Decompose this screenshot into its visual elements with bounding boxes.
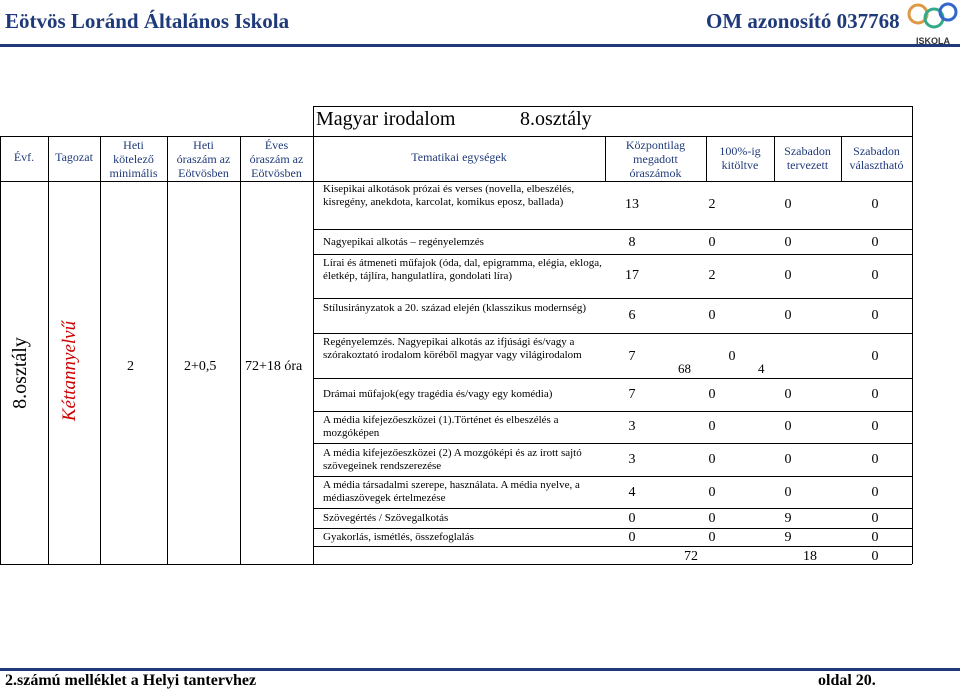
logo-text: ISKOLA: [915, 36, 951, 46]
value-cell: 0: [708, 308, 716, 323]
value-cell: 3: [628, 452, 636, 467]
topic-7: A média kifejezőeszközei (1).Történet és elbeszélés a mozgóképen: [323, 414, 559, 439]
topic-4: Stílusirányzatok a 20. század elején (klasszikus modernség): [323, 302, 587, 314]
header-kozponti: Központilag megadott óraszámok: [625, 138, 686, 180]
kozponti-total: 68: [678, 361, 691, 376]
value-cell: 0: [784, 452, 792, 467]
header-eves-eotvos: Éves óraszám az Eötvösben: [249, 138, 304, 180]
value-cell: 0: [871, 235, 879, 250]
value-cell: 3: [628, 419, 636, 434]
value-cell: 0: [871, 485, 879, 500]
topic-5: Regényelemzés. Nagyepikai alkotás az ifjúsági és/vagy a szórakoztató irodalom köréből magyar vagy világirodalom: [323, 336, 582, 361]
tervezett-total: 4: [758, 361, 765, 376]
value-cell: 0: [871, 308, 879, 323]
value-cell: 0: [871, 530, 879, 545]
header-heti-min: Heti kötelező minimális: [109, 138, 158, 180]
topic-10: Szövegértés / Szövegalkotás: [323, 512, 449, 524]
value-cell: 0: [871, 349, 879, 364]
value-cell: 0: [784, 197, 792, 212]
grade-title: 8.osztály: [520, 108, 592, 130]
value-cell: 0: [708, 387, 716, 402]
value-cell: 0: [871, 511, 879, 526]
eves-value: 72+18 óra: [245, 359, 303, 374]
value-cell: 4: [628, 485, 636, 500]
value-cell: 8: [628, 235, 636, 250]
topic-9: A média társadalmi szerepe, használata. A média nyelve, a médiaszövegek értelmezése: [323, 479, 580, 504]
value-cell: 2: [708, 197, 716, 212]
value-cell: 0: [871, 268, 879, 283]
value-cell: 7: [628, 349, 636, 364]
header-tematikai: Tematikai egységek: [411, 150, 507, 164]
header-heti-eotvos: Heti óraszám az Eötvösben: [176, 138, 231, 180]
value-cell: 0: [708, 235, 716, 250]
school-name: Eötvös Loránd Általános Iskola: [5, 9, 290, 33]
value-cell: 0: [728, 349, 736, 364]
om-id: OM azonosító 037768: [706, 9, 900, 33]
header-evf: Évf.: [13, 150, 35, 164]
evf-value: 8.osztály: [9, 337, 31, 409]
total-cell: 18: [803, 549, 817, 564]
value-cell: 0: [871, 387, 879, 402]
footer-page: oldal 20.: [818, 672, 876, 689]
header-szaz: 100%-ig kitöltve: [719, 144, 761, 172]
school-logo: [906, 0, 960, 50]
subject-title: Magyar irodalom: [316, 108, 456, 130]
page-header: [0, 0, 960, 47]
topic-2: Nagyepikai alkotás – regényelemzés: [323, 236, 484, 248]
value-cell: 0: [871, 197, 879, 212]
value-cell: 0: [871, 452, 879, 467]
topic-6: Drámai műfajok(egy tragédia és/vagy egy komédia): [323, 388, 553, 400]
value-cell: 0: [708, 419, 716, 434]
value-cell: 17: [625, 268, 639, 283]
value-cell: 2: [708, 268, 716, 283]
value-cell: 0: [784, 308, 792, 323]
value-cell: 7: [628, 387, 636, 402]
value-cell: 0: [708, 485, 716, 500]
value-cell: 0: [708, 511, 716, 526]
topic-3: Lírai és átmeneti műfajok (óda, dal, epigramma, elégia, ekloga, életkép, tájlíra, hangulatlíra, gondolati líra): [323, 257, 602, 282]
page-footer: [0, 668, 960, 689]
value-cell: 0: [628, 530, 636, 545]
header-tervezett: Szabadon tervezett: [784, 144, 831, 172]
value-cell: 13: [625, 197, 639, 212]
header-tagozat: Tagozat: [55, 150, 93, 164]
topic-11: Gyakorlás, ismétlés, összefoglalás: [323, 531, 474, 543]
total-cell: 0: [871, 549, 879, 564]
value-cell: 0: [784, 419, 792, 434]
topic-8: A média kifejezőeszközei (2) A mozgóképi és az írott sajtó szövegeinek rendszerezése: [323, 447, 582, 472]
value-cell: 0: [784, 235, 792, 250]
value-cell: 0: [708, 530, 716, 545]
heti-eotvos-value: 2+0,5: [184, 359, 217, 374]
topic-1: Kisepikai alkotások prózai és verses (novella, elbeszélés, kisregény, anekdota, karcolat, komikus eposz, ballada): [323, 183, 575, 208]
heti-min-value: 2: [127, 359, 134, 374]
footer-left: 2.számú melléklet a Helyi tantervhez: [5, 672, 257, 689]
value-cell: 0: [708, 452, 716, 467]
value-cell: 9: [784, 530, 792, 545]
header-valaszthato: Szabadon választható: [849, 144, 904, 172]
value-cell: 0: [784, 485, 792, 500]
value-cell: 0: [871, 419, 879, 434]
tagozat-value: Kéttannyelvű: [59, 320, 80, 422]
value-cell: 6: [628, 308, 636, 323]
value-cell: 0: [784, 268, 792, 283]
value-cell: 9: [784, 511, 792, 526]
total-cell: 72: [684, 549, 698, 564]
value-cell: 0: [628, 511, 636, 526]
value-cell: 0: [784, 387, 792, 402]
